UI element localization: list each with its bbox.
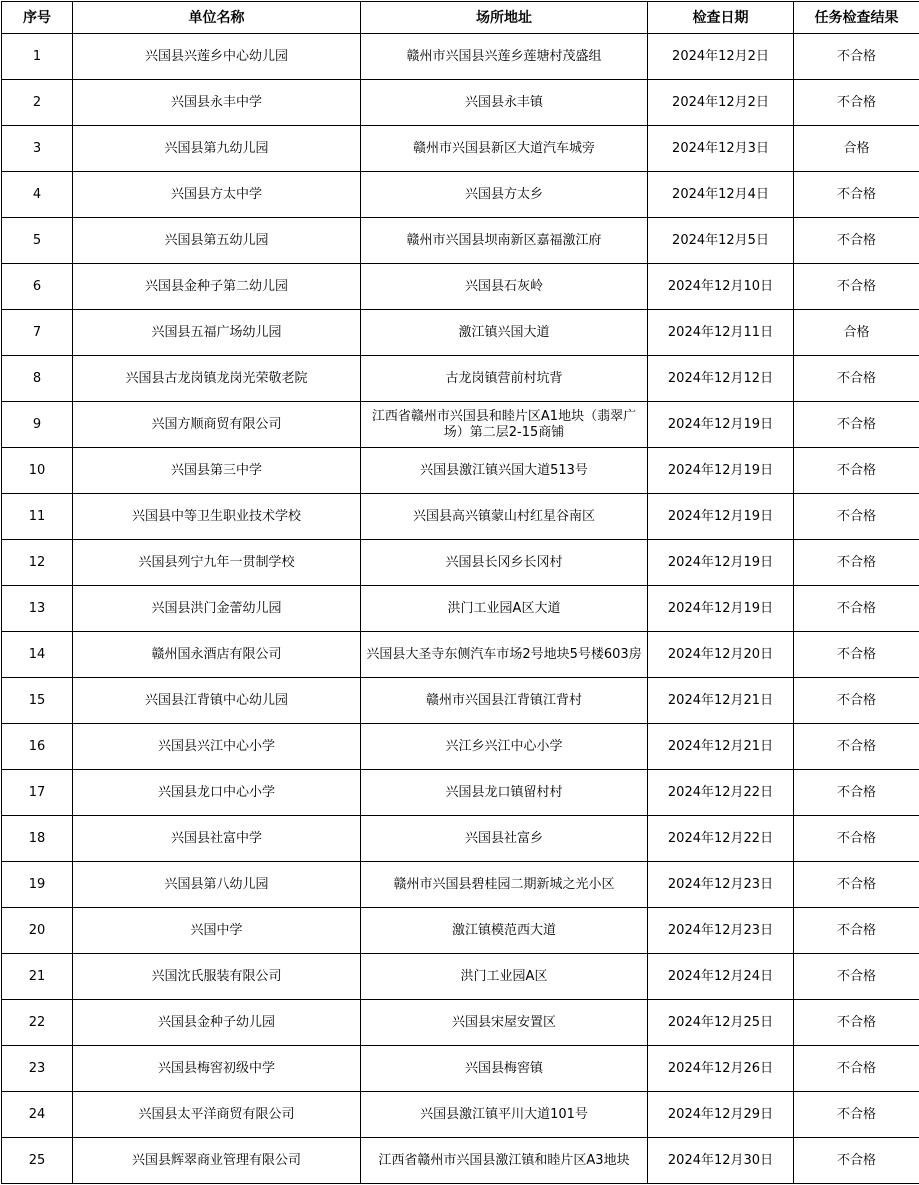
- inspection-result-cell: 不合格: [794, 1092, 919, 1138]
- unit-name-cell: 赣州国永酒店有限公司: [73, 632, 361, 678]
- table-row: [2, 632, 919, 678]
- unit-name-cell: 兴国县太平洋商贸有限公司: [73, 1092, 361, 1138]
- unit-name-cell: 兴国县第五幼儿园: [73, 218, 361, 264]
- address-cell: 兴国县宋屋安置区: [361, 1000, 648, 1046]
- address-cell: 兴国县永丰镇: [361, 80, 648, 126]
- inspection-result-cell: 不合格: [794, 402, 919, 448]
- inspection-date-cell: 2024年12月11日: [648, 310, 794, 356]
- inspection-date-cell: 2024年12月23日: [648, 908, 794, 954]
- address-cell: 赣州市兴国县碧桂园二期新城之光小区: [361, 862, 648, 908]
- address-cell: 江西省赣州市兴国县和睦片区A1地块（翡翠广场）第二层2-15商铺: [361, 402, 648, 448]
- inspection-result-cell: 不合格: [794, 80, 919, 126]
- address-cell: 兴国县大圣寺东侧汽车市场2号地块5号楼603房: [361, 632, 648, 678]
- serial-number-cell: 22: [2, 1000, 73, 1046]
- inspection-result-cell: 不合格: [794, 1138, 919, 1184]
- table-row: [2, 402, 919, 448]
- address-cell: 古龙岗镇营前村坑背: [361, 356, 648, 402]
- inspection-date-cell: 2024年12月19日: [648, 586, 794, 632]
- table-row: [2, 1000, 919, 1046]
- table-row: [2, 34, 919, 80]
- inspection-date-cell: 2024年12月22日: [648, 770, 794, 816]
- inspection-result-cell: 不合格: [794, 448, 919, 494]
- inspection-result-cell: 不合格: [794, 908, 919, 954]
- inspection-date-cell: 2024年12月22日: [648, 816, 794, 862]
- serial-number-cell: 6: [2, 264, 73, 310]
- address-cell: 赣州市兴国县坝南新区嘉福激江府: [361, 218, 648, 264]
- address-cell: 兴国县长冈乡长冈村: [361, 540, 648, 586]
- serial-number-cell: 17: [2, 770, 73, 816]
- address-cell: 激江镇模范西大道: [361, 908, 648, 954]
- unit-name-cell: 兴国县龙口中心小学: [73, 770, 361, 816]
- table-row: [2, 770, 919, 816]
- unit-name-cell: 兴国县永丰中学: [73, 80, 361, 126]
- unit-name-cell: 兴国县兴莲乡中心幼儿园: [73, 34, 361, 80]
- inspection-date-cell: 2024年12月2日: [648, 80, 794, 126]
- serial-number-cell: 20: [2, 908, 73, 954]
- inspection-date-cell: 2024年12月30日: [648, 1138, 794, 1184]
- table-row: [2, 448, 919, 494]
- unit-name-cell: 兴国县第三中学: [73, 448, 361, 494]
- inspection-date-cell: 2024年12月19日: [648, 448, 794, 494]
- serial-number-cell: 11: [2, 494, 73, 540]
- unit-name-cell: 兴国县第九幼儿园: [73, 126, 361, 172]
- header-inspection-result: 任务检查结果: [794, 2, 919, 34]
- inspection-date-cell: 2024年12月10日: [648, 264, 794, 310]
- table-row: [2, 80, 919, 126]
- serial-number-cell: 14: [2, 632, 73, 678]
- address-cell: 赣州市兴国县新区大道汽车城旁: [361, 126, 648, 172]
- unit-name-cell: 兴国县洪门金蕾幼儿园: [73, 586, 361, 632]
- serial-number-cell: 4: [2, 172, 73, 218]
- serial-number-cell: 8: [2, 356, 73, 402]
- serial-number-cell: 3: [2, 126, 73, 172]
- serial-number-cell: 2: [2, 80, 73, 126]
- table-row: [2, 172, 919, 218]
- table-row: [2, 1138, 919, 1184]
- inspection-date-cell: 2024年12月25日: [648, 1000, 794, 1046]
- address-cell: 兴国县社富乡: [361, 816, 648, 862]
- inspection-date-cell: 2024年12月5日: [648, 218, 794, 264]
- serial-number-cell: 23: [2, 1046, 73, 1092]
- inspection-date-cell: 2024年12月4日: [648, 172, 794, 218]
- address-cell: 江西省赣州市兴国县激江镇和睦片区A3地块: [361, 1138, 648, 1184]
- table-row: [2, 954, 919, 1000]
- table-body: [2, 34, 919, 1184]
- inspection-date-cell: 2024年12月26日: [648, 1046, 794, 1092]
- address-cell: 兴国县激江镇平川大道101号: [361, 1092, 648, 1138]
- inspection-result-cell: 不合格: [794, 770, 919, 816]
- table-row: [2, 310, 919, 356]
- unit-name-cell: 兴国县社富中学: [73, 816, 361, 862]
- address-cell: 兴江乡兴江中心小学: [361, 724, 648, 770]
- unit-name-cell: 兴国县五福广场幼儿园: [73, 310, 361, 356]
- inspection-result-cell: 合格: [794, 310, 919, 356]
- inspection-result-cell: 不合格: [794, 172, 919, 218]
- serial-number-cell: 21: [2, 954, 73, 1000]
- table-row: [2, 126, 919, 172]
- inspection-result-cell: 不合格: [794, 540, 919, 586]
- header-serial-number: 序号: [2, 2, 73, 34]
- serial-number-cell: 16: [2, 724, 73, 770]
- inspection-result-cell: 不合格: [794, 264, 919, 310]
- header-venue-address: 场所地址: [361, 2, 648, 34]
- unit-name-cell: 兴国县列宁九年一贯制学校: [73, 540, 361, 586]
- table-row: [2, 540, 919, 586]
- serial-number-cell: 9: [2, 402, 73, 448]
- serial-number-cell: 18: [2, 816, 73, 862]
- serial-number-cell: 24: [2, 1092, 73, 1138]
- unit-name-cell: 兴国县金种子第二幼儿园: [73, 264, 361, 310]
- inspection-result-cell: 不合格: [794, 862, 919, 908]
- inspection-result-cell: 不合格: [794, 586, 919, 632]
- address-cell: 赣州市兴国县江背镇江背村: [361, 678, 648, 724]
- serial-number-cell: 25: [2, 1138, 73, 1184]
- inspection-date-cell: 2024年12月19日: [648, 540, 794, 586]
- inspection-result-cell: 不合格: [794, 494, 919, 540]
- inspection-date-cell: 2024年12月24日: [648, 954, 794, 1000]
- unit-name-cell: 兴国县梅窖初级中学: [73, 1046, 361, 1092]
- address-cell: 激江镇兴国大道: [361, 310, 648, 356]
- unit-name-cell: 兴国沈氏服装有限公司: [73, 954, 361, 1000]
- unit-name-cell: 兴国县古龙岗镇龙岗光荣敬老院: [73, 356, 361, 402]
- header-inspection-date: 检查日期: [648, 2, 794, 34]
- inspection-result-cell: 不合格: [794, 34, 919, 80]
- header-unit-name: 单位名称: [73, 2, 361, 34]
- inspection-date-cell: 2024年12月3日: [648, 126, 794, 172]
- address-cell: 兴国县高兴镇蒙山村红星谷南区: [361, 494, 648, 540]
- table-row: [2, 908, 919, 954]
- unit-name-cell: 兴国中学: [73, 908, 361, 954]
- inspection-date-cell: 2024年12月29日: [648, 1092, 794, 1138]
- serial-number-cell: 1: [2, 34, 73, 80]
- unit-name-cell: 兴国县中等卫生职业技术学校: [73, 494, 361, 540]
- serial-number-cell: 15: [2, 678, 73, 724]
- inspection-date-cell: 2024年12月12日: [648, 356, 794, 402]
- inspection-date-cell: 2024年12月2日: [648, 34, 794, 80]
- serial-number-cell: 5: [2, 218, 73, 264]
- address-cell: 洪门工业园A区大道: [361, 586, 648, 632]
- table-row: [2, 678, 919, 724]
- table-row: [2, 494, 919, 540]
- table-row: [2, 586, 919, 632]
- table-row: [2, 1092, 919, 1138]
- address-cell: 赣州市兴国县兴莲乡莲塘村茂盛组: [361, 34, 648, 80]
- serial-number-cell: 10: [2, 448, 73, 494]
- inspection-date-cell: 2024年12月19日: [648, 402, 794, 448]
- inspection-result-cell: 不合格: [794, 724, 919, 770]
- table-row: [2, 218, 919, 264]
- serial-number-cell: 7: [2, 310, 73, 356]
- table-row: [2, 724, 919, 770]
- serial-number-cell: 12: [2, 540, 73, 586]
- unit-name-cell: 兴国县兴江中心小学: [73, 724, 361, 770]
- address-cell: 洪门工业园A区: [361, 954, 648, 1000]
- serial-number-cell: 19: [2, 862, 73, 908]
- table-row: [2, 1046, 919, 1092]
- inspection-result-cell: 不合格: [794, 218, 919, 264]
- unit-name-cell: 兴国县辉翠商业管理有限公司: [73, 1138, 361, 1184]
- inspection-result-cell: 不合格: [794, 1046, 919, 1092]
- address-cell: 兴国县激江镇兴国大道513号: [361, 448, 648, 494]
- inspection-result-cell: 不合格: [794, 1000, 919, 1046]
- inspection-date-cell: 2024年12月21日: [648, 724, 794, 770]
- address-cell: 兴国县梅窖镇: [361, 1046, 648, 1092]
- inspection-result-cell: 不合格: [794, 816, 919, 862]
- address-cell: 兴国县龙口镇留村村: [361, 770, 648, 816]
- table-row: [2, 264, 919, 310]
- unit-name-cell: 兴国县第八幼儿园: [73, 862, 361, 908]
- address-cell: 兴国县方太乡: [361, 172, 648, 218]
- inspection-table: [1, 1, 919, 1184]
- table-header: [2, 2, 919, 34]
- unit-name-cell: 兴国县方太中学: [73, 172, 361, 218]
- inspection-result-cell: 不合格: [794, 954, 919, 1000]
- inspection-date-cell: 2024年12月20日: [648, 632, 794, 678]
- inspection-date-cell: 2024年12月19日: [648, 494, 794, 540]
- unit-name-cell: 兴国县江背镇中心幼儿园: [73, 678, 361, 724]
- inspection-result-cell: 不合格: [794, 678, 919, 724]
- table-row: [2, 862, 919, 908]
- table-row: [2, 816, 919, 862]
- inspection-result-cell: 不合格: [794, 356, 919, 402]
- header-row: [2, 2, 919, 34]
- inspection-date-cell: 2024年12月23日: [648, 862, 794, 908]
- inspection-date-cell: 2024年12月21日: [648, 678, 794, 724]
- inspection-result-cell: 不合格: [794, 632, 919, 678]
- inspection-result-cell: 合格: [794, 126, 919, 172]
- serial-number-cell: 13: [2, 586, 73, 632]
- address-cell: 兴国县石灰岭: [361, 264, 648, 310]
- unit-name-cell: 兴国县金种子幼儿园: [73, 1000, 361, 1046]
- unit-name-cell: 兴国方顺商贸有限公司: [73, 402, 361, 448]
- table-row: [2, 356, 919, 402]
